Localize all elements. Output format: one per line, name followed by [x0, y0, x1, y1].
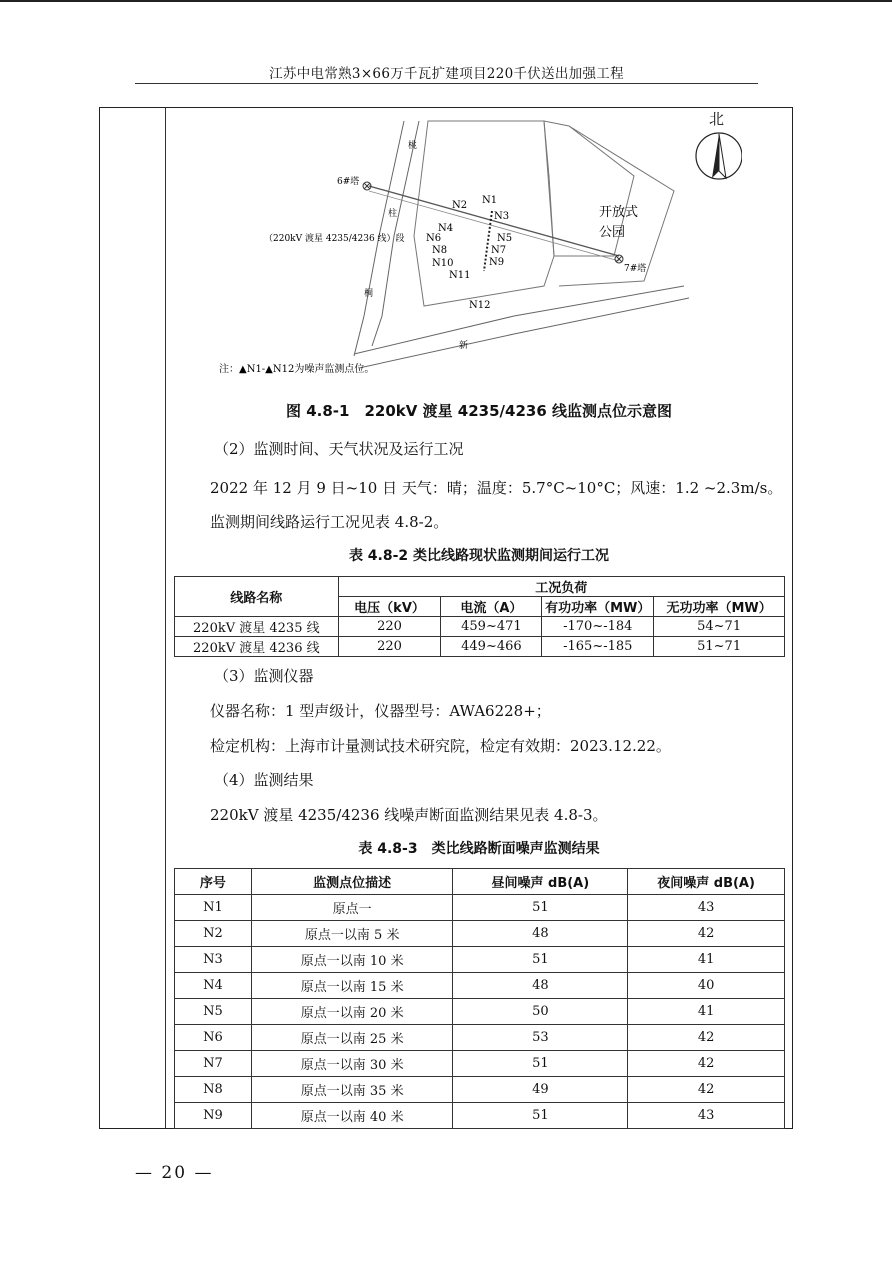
point-label: N11 [449, 270, 471, 281]
header-rule [135, 83, 758, 84]
table-header: 监测点位描述 [251, 869, 453, 895]
table-header: 电压（kV） [338, 597, 441, 617]
table-cell: 43 [628, 895, 785, 921]
table-cell: 原点一以南 35 米 [251, 1077, 453, 1103]
operating-conditions-table [174, 576, 785, 657]
table-cell: N8 [175, 1077, 252, 1103]
table-cell: 220 [338, 637, 441, 657]
table-header: 无功功率（MW） [654, 597, 785, 617]
table-cell: 原点一以南 30 米 [251, 1051, 453, 1077]
table-header: 线路名称 [175, 577, 339, 617]
tower-7-icon [615, 255, 623, 263]
north-label: 北 [709, 110, 725, 128]
point-label: N9 [489, 257, 505, 268]
table-cell: N6 [175, 1025, 252, 1051]
table-header: 夜间噪声 dB(A) [628, 869, 785, 895]
table-cell: 220kV 渡星 4236 线 [175, 637, 339, 657]
table-cell: 50 [453, 999, 628, 1025]
table-cell: 48 [453, 973, 628, 999]
table-cell: 54~71 [654, 617, 785, 637]
table-row [175, 1103, 785, 1129]
table-cell: 51 [453, 947, 628, 973]
table-row [175, 1025, 785, 1051]
table-header: 有功功率（MW） [542, 597, 654, 617]
table-cell: 48 [453, 921, 628, 947]
table-cell: 42 [628, 1077, 785, 1103]
section-heading: （2）监测时间、天气状况及运行工况 [214, 440, 464, 458]
table-cell: 原点一以南 25 米 [251, 1025, 453, 1051]
table-cell: N7 [175, 1051, 252, 1077]
top-border [0, 0, 892, 2]
point-label: N3 [494, 211, 510, 222]
table-cell: 53 [453, 1025, 628, 1051]
point-label: N4 [438, 223, 454, 234]
table-cell: 49 [453, 1077, 628, 1103]
north-arrow-icon [696, 133, 742, 179]
table-cell: 原点一以南 40 米 [251, 1103, 453, 1129]
table-cell: 51 [453, 895, 628, 921]
table-row [175, 921, 785, 947]
point-label: N12 [469, 300, 491, 311]
page-number: — 20 — [135, 1163, 214, 1183]
table-cell: 220 [338, 617, 441, 637]
table-cell: 原点一以南 15 米 [251, 973, 453, 999]
map-road [354, 286, 684, 354]
point-label: N1 [482, 195, 498, 206]
paragraph: 仪器名称：1 型声级计，仪器型号：AWA6228+； [210, 702, 551, 720]
table-cell: 原点一以南 10 米 [251, 947, 453, 973]
paragraph: 检定机构：上海市计量测试技术研究院，检定有效期：2023.12.22。 [210, 737, 671, 755]
table-cell: 原点一以南 5 米 [251, 921, 453, 947]
table-row [175, 617, 785, 637]
road-char: 桐 [364, 289, 374, 299]
tower7-label: 7#塔 [624, 264, 647, 274]
park-label-1: 开放式 [599, 205, 639, 220]
table-cell: 41 [628, 947, 785, 973]
point-label: N6 [426, 233, 442, 244]
table-header: 序号 [175, 869, 252, 895]
section-heading: （4）监测结果 [214, 771, 314, 789]
map-block [414, 121, 554, 306]
point-label: N5 [497, 233, 513, 244]
map-road [359, 298, 689, 368]
tower6-label: 6#塔 [337, 177, 360, 187]
park-label-2: 公园 [599, 225, 626, 240]
table-row [175, 999, 785, 1025]
map-note: 注：▲N1-▲N12为噪声监测点位。 [219, 364, 375, 375]
table-cell: 原点一以南 20 米 [251, 999, 453, 1025]
road-char: 柱 [388, 209, 398, 219]
table-cell: 42 [628, 1025, 785, 1051]
table-header: 昼间噪声 dB(A) [453, 869, 628, 895]
line-label: （220kV 渡星 4235/4236 线）段 [264, 234, 405, 244]
figure-caption: 图 4.8-1 220kV 渡星 4235/4236 线监测点位示意图 [286, 402, 672, 420]
map-svg [214, 116, 742, 386]
paragraph: 监测期间线路运行工况见表 4.8-2。 [210, 513, 449, 531]
point-label: N8 [432, 245, 448, 256]
table-caption: 表 4.8-3 类比线路断面噪声监测结果 [358, 841, 600, 857]
paragraph: 2022 年 12 月 9 日~10 日 天气：晴；温度：5.7°C~10°C；风速：1.2 ~2.3m/s。 [210, 479, 783, 497]
table-cell: N3 [175, 947, 252, 973]
table-row [175, 1077, 785, 1103]
table-cell: 原点一 [251, 895, 453, 921]
page-header: 江苏中电常熟3×66万千瓦扩建项目220千伏送出加强工程 [269, 66, 624, 82]
table-cell: 449~466 [441, 637, 542, 657]
monitoring-map [214, 116, 742, 386]
road-char: 新 [459, 341, 469, 351]
paragraph: 220kV 渡星 4235/4236 线噪声断面监测结果见表 4.8-3。 [210, 806, 608, 824]
table-cell: 51~71 [654, 637, 785, 657]
table-cell: 41 [628, 999, 785, 1025]
table-cell: N2 [175, 921, 252, 947]
point-label: N2 [452, 200, 468, 211]
table-cell: 459~471 [441, 617, 542, 637]
table-cell: N5 [175, 999, 252, 1025]
table-cell: -165~-185 [542, 637, 654, 657]
road-char: 桃 [408, 141, 418, 151]
table-cell: -170~-184 [542, 617, 654, 637]
point-label: N10 [432, 258, 454, 269]
table-cell: 40 [628, 973, 785, 999]
table-cell: 43 [628, 1103, 785, 1129]
section-heading: （3）监测仪器 [214, 667, 314, 685]
table-cell: N4 [175, 973, 252, 999]
table-row [175, 947, 785, 973]
table-header: 工况负荷 [338, 577, 784, 597]
table-row [175, 637, 785, 657]
table-cell: N9 [175, 1103, 252, 1129]
point-label: N7 [491, 245, 507, 256]
noise-results-table [174, 868, 785, 1129]
table-row [175, 973, 785, 999]
table-cell: 42 [628, 921, 785, 947]
table-cell: 51 [453, 1103, 628, 1129]
content-area [166, 108, 792, 1128]
table-cell: N1 [175, 895, 252, 921]
table-cell: 220kV 渡星 4235 线 [175, 617, 339, 637]
table-header: 电流（A） [441, 597, 542, 617]
table-cell: 51 [453, 1051, 628, 1077]
table-row [175, 1051, 785, 1077]
table-caption: 表 4.8-2 类比线路现状监测期间运行工况 [348, 548, 610, 564]
table-row [175, 895, 785, 921]
table-cell: 42 [628, 1051, 785, 1077]
